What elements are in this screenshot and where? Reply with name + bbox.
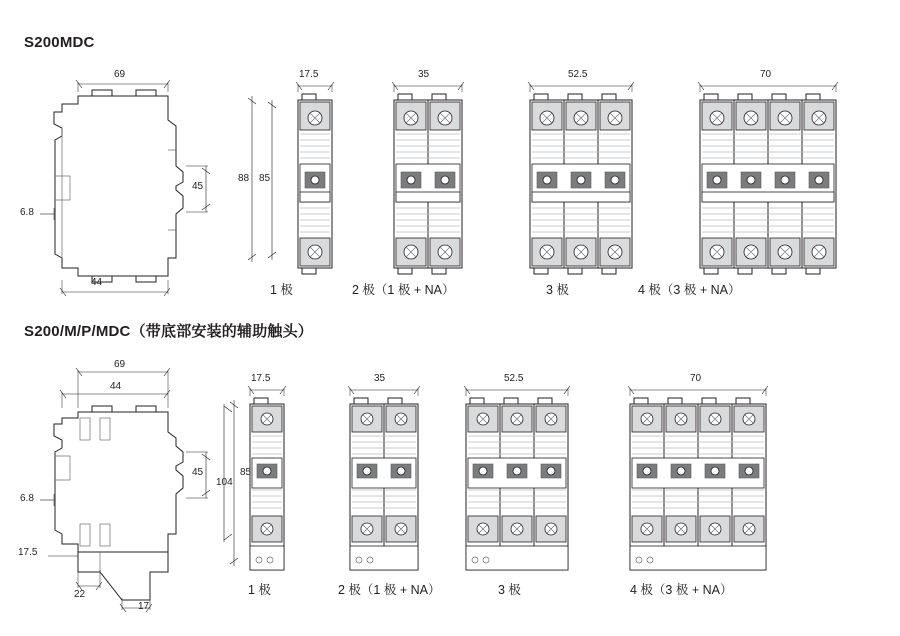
dimensions-4pole-s200mdc — [698, 82, 838, 92]
dimensions-3pole-s200mdc — [528, 82, 634, 92]
side-view-dimensions-s200mdc — [40, 80, 210, 296]
section-title-s200-m-p-mdc: S200/M/P/MDC（带底部安装的辅助触头） — [24, 323, 313, 340]
front-view-2pole-s200-m-p-mdc — [350, 398, 418, 570]
dimensions-1pole-s200mdc — [248, 82, 334, 262]
side-view-s200mdc — [54, 90, 183, 282]
dimensions-1pole-s200-m-p-mdc — [224, 386, 286, 566]
side-view-dimensions-s200-m-p-mdc — [40, 368, 210, 612]
dim-width-3pole: 52.5 — [568, 69, 588, 80]
dim2-width-3pole: 52.5 — [504, 373, 524, 384]
caption-3pole-s200mpmdc: 3 极 — [498, 583, 521, 597]
dim-side-44: 44 — [91, 277, 103, 288]
dim-width-1pole: 17.5 — [299, 69, 319, 80]
dimensions-4pole-s200-m-p-mdc — [628, 386, 768, 396]
front-view-1pole-s200-m-p-mdc — [250, 398, 284, 570]
dim2-height-104: 104 — [216, 477, 233, 488]
dim2-width-1pole: 17.5 — [251, 373, 271, 384]
caption-4pole-s200mdc: 4 极（3 极 + NA） — [638, 283, 741, 297]
caption-4pole-s200mpmdc: 4 极（3 极 + NA） — [630, 583, 733, 597]
dim-height-88: 88 — [238, 173, 250, 184]
dimensions-2pole-s200mdc — [392, 82, 464, 92]
dim2-width-4pole: 70 — [690, 373, 702, 384]
caption-2pole-s200mpmdc: 2 极（1 极 + NA） — [338, 583, 441, 597]
front-view-2pole-s200mdc — [394, 94, 462, 274]
section-title-s200mdc: S200MDC — [24, 34, 95, 51]
dim-side2-44: 44 — [110, 381, 122, 392]
dim-width-2pole: 35 — [418, 69, 430, 80]
front-view-3pole-s200-m-p-mdc — [466, 398, 568, 570]
dim-side2-69: 69 — [114, 359, 126, 370]
dimensions-3pole-s200-m-p-mdc — [464, 386, 570, 396]
dim2-height-85: 85 — [240, 467, 252, 478]
dim-side2-6-8: 6.8 — [20, 493, 34, 504]
front-view-1pole-s200mdc — [298, 94, 332, 274]
front-view-4pole-s200-m-p-mdc — [630, 398, 766, 570]
dim-side-45: 45 — [192, 181, 204, 192]
dimensions-2pole-s200-m-p-mdc — [348, 386, 420, 396]
caption-2pole-s200mdc: 2 极（1 极 + NA） — [352, 283, 455, 297]
dim-side2-22: 22 — [74, 589, 86, 600]
side-view-s200-m-p-mdc — [54, 406, 183, 600]
dim-side2-45: 45 — [192, 467, 204, 478]
dim-side-69: 69 — [114, 69, 126, 80]
front-view-4pole-s200mdc — [700, 94, 836, 274]
caption-3pole-s200mdc: 3 极 — [546, 283, 569, 297]
dim-side2-17: 17 — [138, 601, 150, 612]
dim-side-6-8: 6.8 — [20, 207, 34, 218]
caption-1pole-s200mdc: 1 极 — [270, 283, 293, 297]
dim-height-85: 85 — [259, 173, 271, 184]
front-view-3pole-s200mdc — [530, 94, 632, 274]
dim-side2-17-5: 17.5 — [18, 547, 38, 558]
dim2-width-2pole: 35 — [374, 373, 386, 384]
dim-width-4pole: 70 — [760, 69, 772, 80]
caption-1pole-s200mpmdc: 1 极 — [248, 583, 271, 597]
